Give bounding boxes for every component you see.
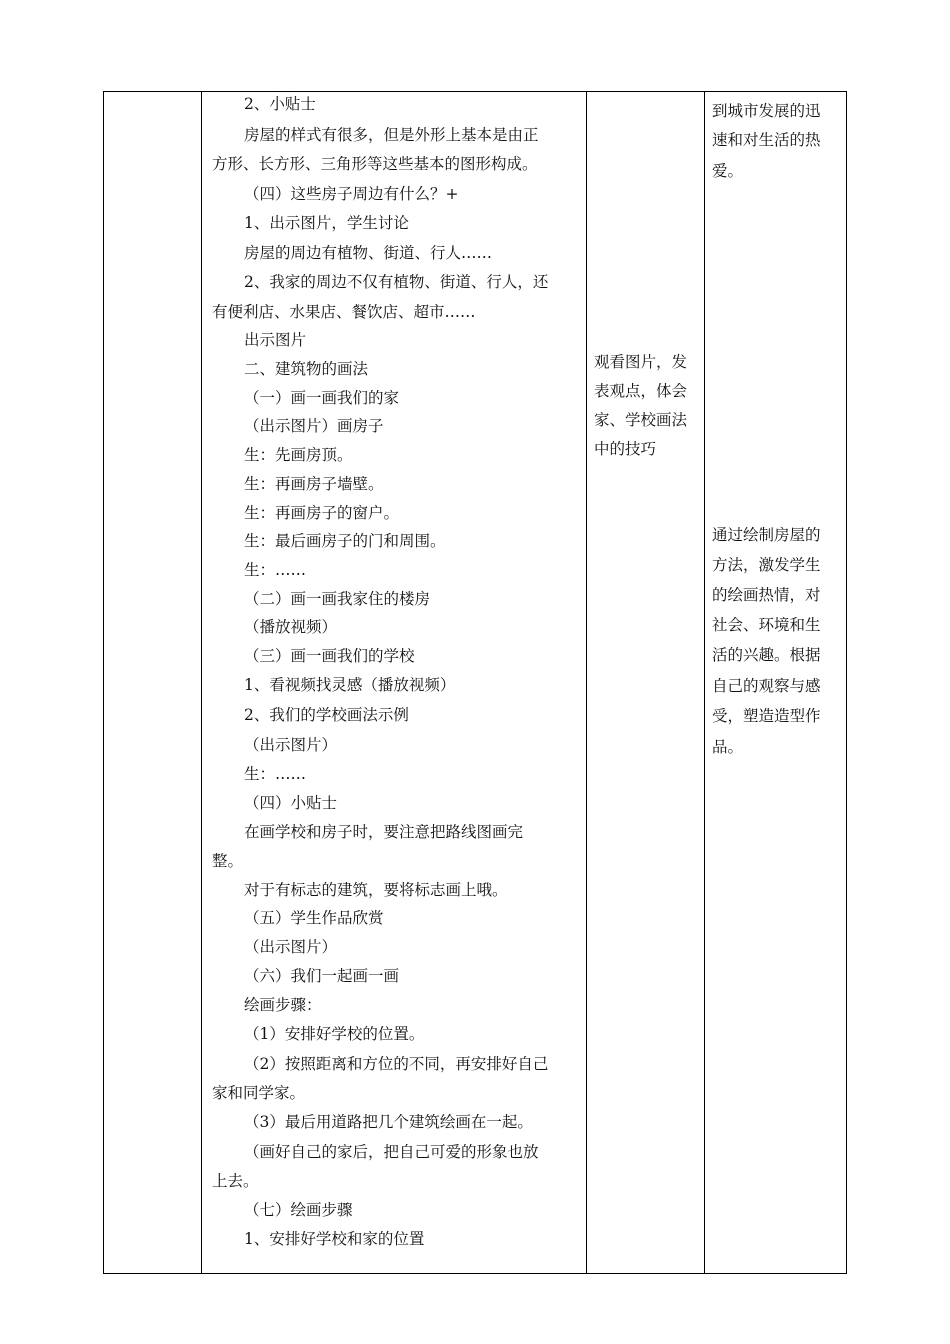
text-line: （三）画一画我们的学校 — [244, 647, 415, 665]
text-line: 的绘画热情，对 — [712, 586, 821, 604]
text-line: 生：最后画房子的门和周围。 — [244, 532, 446, 550]
text-line: 绘画步骤： — [244, 996, 322, 1014]
text-line: 1、出示图片，学生讨论 — [244, 214, 409, 232]
text-line: 2、我们的学校画法示例 — [244, 706, 409, 724]
text-line: （出示图片） — [244, 736, 338, 754]
text-line: （画好自己的家后，把自己可爱的形象也放 — [244, 1143, 539, 1161]
text-line: 房屋的样式有很多，但是外形上基本是由正 — [244, 126, 539, 144]
text-line: 方法，激发学生 — [712, 556, 821, 574]
text-line: 受，塑造造型作 — [712, 707, 821, 725]
text-line: 家和同学家。 — [212, 1084, 306, 1102]
text-line: （四）小贴士 — [244, 794, 338, 812]
text-line: 中的技巧 — [594, 440, 657, 458]
text-line: 通过绘制房屋的 — [712, 526, 821, 544]
text-line: 1、安排好学校和家的位置 — [244, 1230, 425, 1248]
text-line: 生：再画房子墙壁。 — [244, 475, 384, 493]
teaching-process-column — [212, 92, 579, 1273]
text-line: 生：…… — [244, 561, 307, 579]
text-line: （二）画一画我家住的楼房 — [244, 590, 431, 608]
text-line: 社会、环境和生 — [712, 616, 821, 634]
text-line: 表观点，体会 — [594, 382, 688, 400]
text-line: （四）这些房子周边有什么？+ — [244, 185, 459, 203]
text-line: 上去。 — [212, 1172, 259, 1190]
text-line: 自己的观察与感 — [712, 677, 821, 695]
text-line: （3）最后用道路把几个建筑绘画在一起。 — [244, 1113, 533, 1131]
text-line: （一）画一画我们的家 — [244, 389, 400, 407]
lesson-table — [103, 91, 847, 1274]
text-line: 生：先画房顶。 — [244, 446, 353, 464]
text-line: 出示图片 — [244, 331, 307, 349]
design-intent-column — [712, 92, 845, 1273]
text-line: 生：再画房子的窗户。 — [244, 504, 400, 522]
text-line: 整。 — [212, 852, 244, 870]
student-activity-column — [594, 92, 701, 1273]
text-line: （出示图片）画房子 — [244, 417, 384, 435]
column-divider — [586, 92, 587, 1273]
text-line: 活的兴趣。根据 — [712, 646, 821, 664]
text-line: （1）安排好学校的位置。 — [244, 1025, 425, 1043]
text-line: 二、建筑物的画法 — [244, 360, 369, 378]
text-line: （2）按照距离和方位的不同，再安排好自己 — [244, 1055, 549, 1073]
text-line: 生：…… — [244, 765, 307, 783]
text-line: 房屋的周边有植物、街道、行人…… — [244, 244, 493, 262]
text-line: 方形、长方形、三角形等这些基本的图形构成。 — [212, 155, 538, 173]
text-line: （六）我们一起画一画 — [244, 967, 400, 985]
text-line: 2、小贴士 — [244, 95, 316, 113]
text-line: 爱。 — [712, 162, 744, 180]
text-line: 在画学校和房子时，要注意把路线图画完 — [244, 823, 524, 841]
text-line: （五）学生作品欣赏 — [244, 909, 384, 927]
text-line: 家、学校画法 — [594, 411, 688, 429]
text-line: 2、我家的周边不仅有植物、街道、行人，还 — [244, 273, 549, 291]
text-line: 品。 — [712, 738, 744, 756]
text-line: 有便利店、水果店、餐饮店、超市…… — [212, 303, 476, 321]
text-line: （出示图片） — [244, 938, 338, 956]
text-line: 观看图片，发 — [594, 353, 688, 371]
text-line: 到城市发展的迅 — [712, 102, 821, 120]
text-line: （七）绘画步骤 — [244, 1201, 353, 1219]
text-line: （播放视频） — [244, 618, 338, 636]
column-divider — [201, 92, 202, 1273]
text-line: 速和对生活的热 — [712, 131, 821, 149]
text-line: 1、看视频找灵感（播放视频） — [244, 676, 456, 694]
text-line: 对于有标志的建筑，要将标志画上哦。 — [244, 881, 508, 899]
column-divider — [704, 92, 705, 1273]
